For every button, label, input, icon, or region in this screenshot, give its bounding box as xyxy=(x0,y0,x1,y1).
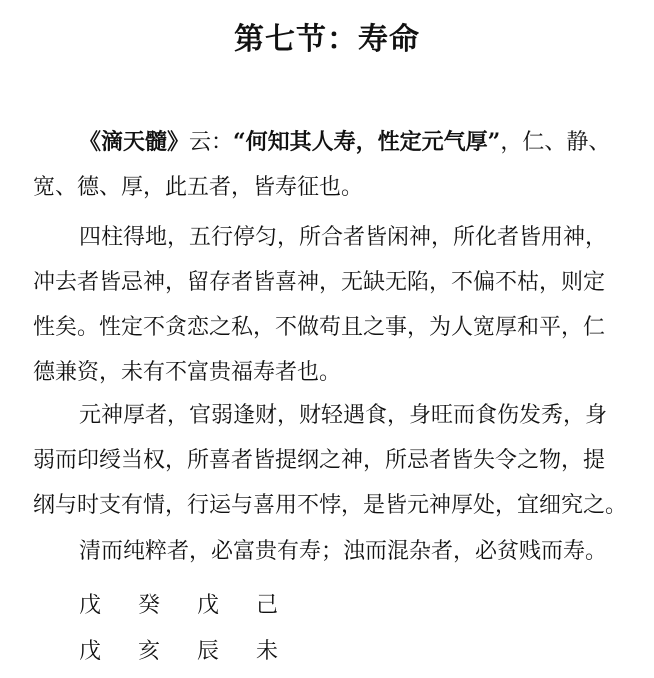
paragraph-3-line-1: 元神厚者，官弱逢财，财轻遇食，身旺而食伤发秀，身 xyxy=(79,403,608,428)
stem-char: 戊 xyxy=(79,593,102,618)
paragraph-4 xyxy=(33,529,643,574)
paragraph-2-line-3: 性矣。性定不贪恋之私，不做苟且之事，为人宽厚和平，仁 xyxy=(33,315,606,340)
quote-text: “何知其人寿，性定元气厚” xyxy=(233,129,501,155)
book-title: 《滴天髓》 xyxy=(79,129,190,155)
branch-char: 辰 xyxy=(197,639,220,664)
stem-char: 己 xyxy=(256,593,279,618)
paragraph-1-line-1 xyxy=(33,120,643,165)
paragraph-2-line-1: 四柱得地，五行停匀，所合者皆闲神，所化者皆用神， xyxy=(79,225,608,250)
branch-char: 未 xyxy=(256,639,279,664)
paragraph-2-line-4: 德兼资，未有不富贵福寿者也。 xyxy=(33,360,342,385)
paragraph-3-line-3: 纲与时支有情，行运与喜用不悖，是皆元神厚处，宜细究之。 xyxy=(33,493,628,518)
yun-text: 云： xyxy=(189,130,234,155)
paragraph-3 xyxy=(33,393,643,528)
paragraph-1-rest: ，仁、静、 xyxy=(500,130,611,155)
stem-char: 戊 xyxy=(197,593,220,618)
paragraph-4-line-1: 清而纯粹者，必富贵有寿；浊而混杂者，必贫贱而寿。 xyxy=(79,539,608,564)
pillar-branches-row xyxy=(79,634,315,665)
section-title: 第七节：寿命 xyxy=(234,22,420,57)
branch-char: 戊 xyxy=(79,639,102,664)
paragraph-2 xyxy=(33,215,643,395)
paragraph-3-line-2: 弱而印绶当权，所喜者皆提纲之神，所忌者皆失令之物，提 xyxy=(33,448,606,473)
paragraph-1 xyxy=(33,120,643,210)
paragraph-1-line-2: 宽、德、厚，此五者，皆寿征也。 xyxy=(33,175,364,200)
paragraph-2-line-2: 冲去者皆忌神，留存者皆喜神，无缺无陷，不偏不枯，则定 xyxy=(33,270,606,295)
pillar-stems-row xyxy=(79,588,315,619)
branch-char: 亥 xyxy=(138,639,161,664)
stem-char: 癸 xyxy=(138,593,161,618)
